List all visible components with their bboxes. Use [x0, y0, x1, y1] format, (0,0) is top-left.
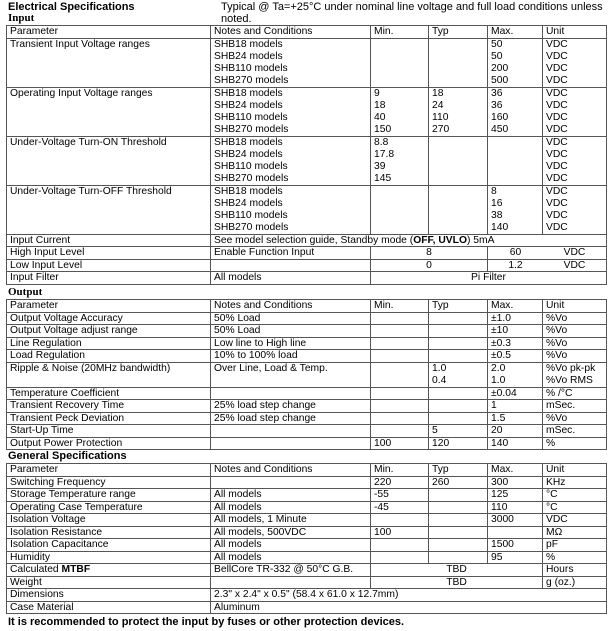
param-cell: Output Power Protection: [7, 437, 211, 450]
notes-cell: SHB18 models SHB24 models SHB110 models SHB270 models: [211, 136, 371, 185]
typ-cell: [429, 185, 488, 234]
notes-cell: [211, 259, 371, 272]
notes-cell: SHB18 models SHB24 models SHB110 models SHB270 models: [211, 185, 371, 234]
column-header: Notes and Conditions: [211, 464, 371, 477]
input-spec-table: [6, 25, 607, 285]
max-cell: 110: [488, 501, 543, 514]
notes-cell: See model selection guide, Standby mode (OFF, UVLO) 5mA: [211, 234, 607, 247]
max-cell: 95: [488, 551, 543, 564]
min-cell: [371, 400, 429, 413]
table-row: [7, 564, 607, 577]
param-cell: Ripple & Noise (20MHz bandwidth): [7, 362, 211, 387]
typ-cell: [429, 350, 488, 363]
min-cell: [371, 425, 429, 438]
typ-cell: [429, 38, 488, 87]
min-cell: [371, 412, 429, 425]
spec-conditions-note: Typical @ Ta=+25°C under nominal line voltage and full load conditions unless noted.: [221, 1, 603, 25]
column-header: Max.: [488, 26, 543, 39]
notes-cell: All models: [211, 539, 371, 552]
general-spec-table: [6, 463, 607, 614]
spec-title: Electrical Specifications: [8, 1, 135, 13]
column-header: Parameter: [7, 300, 211, 313]
column-header: Min.: [371, 26, 429, 39]
unit-cell: %Vo: [543, 337, 607, 350]
table-row: [7, 601, 607, 614]
notes-cell: 50% Load: [211, 312, 371, 325]
typ-cell: [429, 526, 488, 539]
notes-cell: All models, 1 Minute: [211, 514, 371, 527]
param-cell: Load Regulation: [7, 350, 211, 363]
max-cell: 1500: [488, 539, 543, 552]
unit-cell: VDC VDC VDC VDC: [543, 185, 607, 234]
min-cell: -45: [371, 501, 429, 514]
output-spec-table: [6, 299, 607, 450]
min-cell: [371, 514, 429, 527]
min-cell: [371, 337, 429, 350]
typ-cell: [429, 412, 488, 425]
table-row: [7, 312, 607, 325]
max-cell: 36 36 160 450: [488, 87, 543, 136]
column-header: Parameter: [7, 464, 211, 477]
param-cell: Humidity: [7, 551, 211, 564]
param-cell: Under-Voltage Turn-ON Threshold: [7, 136, 211, 185]
param-cell: Storage Temperature range: [7, 489, 211, 502]
typ-cell: [429, 337, 488, 350]
unit-cell: VDC VDC VDC VDC: [543, 87, 607, 136]
table-row: [7, 526, 607, 539]
param-cell: Calculated MTBF: [7, 564, 211, 577]
param-cell: Line Regulation: [7, 337, 211, 350]
min-cell: 0: [371, 259, 488, 272]
table-row: [7, 272, 607, 285]
param-cell: Operating Input Voltage ranges: [7, 87, 211, 136]
value-cell: Pi Filter: [371, 272, 607, 285]
param-cell: Weight: [7, 576, 211, 589]
notes-cell: All models: [211, 551, 371, 564]
unit-cell: %Vo: [543, 350, 607, 363]
table-row: [7, 337, 607, 350]
notes-cell: 50% Load: [211, 325, 371, 338]
column-header: Unit: [543, 26, 607, 39]
unit-cell: %Vo: [543, 325, 607, 338]
typ-cell: [429, 489, 488, 502]
table-row: [7, 350, 607, 363]
unit-cell: g (oz.): [543, 576, 607, 589]
unit-cell: Hours: [543, 564, 607, 577]
param-cell: Transient Peck Deviation: [7, 412, 211, 425]
min-cell: [371, 350, 429, 363]
notes-cell: Over Line, Load & Temp.: [211, 362, 371, 387]
typ-cell: [429, 325, 488, 338]
param-cell: Isolation Capacitance: [7, 539, 211, 552]
unit-cell: %: [543, 551, 607, 564]
table-row: [7, 551, 607, 564]
typ-cell: [429, 539, 488, 552]
column-header: Min.: [371, 464, 429, 477]
notes-cell: All models: [211, 489, 371, 502]
table-row: [7, 437, 607, 450]
notes-cell: BellCore TR-332 @ 50°C G.B.: [211, 564, 371, 577]
unit-cell: VDC VDC VDC VDC: [543, 136, 607, 185]
notes-cell: 25% load step change: [211, 412, 371, 425]
param-cell: Case Material: [7, 601, 211, 614]
unit-cell: VDC: [543, 514, 607, 527]
min-cell: 100: [371, 526, 429, 539]
table-row: [7, 539, 607, 552]
max-cell: ±0.04: [488, 387, 543, 400]
column-header: Max.: [488, 300, 543, 313]
unit-cell: KHz: [543, 476, 607, 489]
input-section-title: Input: [8, 12, 35, 24]
notes-cell: 25% load step change: [211, 400, 371, 413]
typ-cell: [429, 387, 488, 400]
unit-cell: °C: [543, 489, 607, 502]
output-section-title: Output: [8, 286, 43, 298]
output-rows-a: [7, 312, 607, 362]
notes-cell: All models: [211, 272, 371, 285]
min-cell: [371, 387, 429, 400]
table-row: [7, 185, 607, 234]
param-cell: Temperature Coefficient: [7, 387, 211, 400]
table-row: [7, 476, 607, 489]
unit-cell: %Vo pk-pk %Vo RMS: [543, 362, 607, 387]
param-cell: Switching Frequency: [7, 476, 211, 489]
output-rows-b: [7, 387, 607, 450]
param-cell: Low Input Level: [7, 259, 211, 272]
min-cell: [371, 312, 429, 325]
param-cell: Start-Up Time: [7, 425, 211, 438]
max-cell: 125: [488, 489, 543, 502]
column-header: Typ: [429, 300, 488, 313]
param-cell: Dimensions: [7, 589, 211, 602]
table-row: [7, 576, 607, 589]
param-cell: Isolation Voltage: [7, 514, 211, 527]
param-cell: Input Current: [7, 234, 211, 247]
column-header: Unit: [543, 300, 607, 313]
column-header: Min.: [371, 300, 429, 313]
column-header: Unit: [543, 464, 607, 477]
notes-cell: [211, 476, 371, 489]
table-row: [7, 489, 607, 502]
value-cell: TBD: [371, 564, 543, 577]
min-cell: 8: [371, 247, 488, 260]
table-row: [7, 425, 607, 438]
min-cell: 9 18 40 150: [371, 87, 429, 136]
unit-cell: MΩ: [543, 526, 607, 539]
typ-cell: 5: [429, 425, 488, 438]
param-cell: Transient Recovery Time: [7, 400, 211, 413]
notes-cell: [211, 387, 371, 400]
param-cell: High Input Level: [7, 247, 211, 260]
unit-cell: pF: [543, 539, 607, 552]
min-cell: [371, 551, 429, 564]
max-cell: 50 50 200 500: [488, 38, 543, 87]
max-cell: ±0.5: [488, 350, 543, 363]
max-cell: 2.0 1.0: [488, 362, 543, 387]
table-row: [7, 412, 607, 425]
column-header: Typ: [429, 464, 488, 477]
param-cell: Transient Input Voltage ranges: [7, 38, 211, 87]
table-header-row: [7, 464, 607, 477]
max-cell: 300: [488, 476, 543, 489]
max-cell: [488, 526, 543, 539]
min-cell: [371, 325, 429, 338]
unit-cell: %Vo: [543, 312, 607, 325]
min-cell: 8.8 17.8 39 145: [371, 136, 429, 185]
notes-cell: All models, 500VDC: [211, 526, 371, 539]
table-row: [7, 325, 607, 338]
min-cell: -55: [371, 489, 429, 502]
min-cell: [371, 362, 429, 387]
param-cell: Output Voltage Accuracy: [7, 312, 211, 325]
max-cell: 3000: [488, 514, 543, 527]
typ-cell: [429, 501, 488, 514]
notes-cell: SHB18 models SHB24 models SHB110 models SHB270 models: [211, 38, 371, 87]
notes-cell: Low line to High line: [211, 337, 371, 350]
max-cell: 1: [488, 400, 543, 413]
max-cell: 20: [488, 425, 543, 438]
column-header: Notes and Conditions: [211, 26, 371, 39]
typ-cell: 260: [429, 476, 488, 489]
unit-cell: VDC VDC VDC VDC: [543, 38, 607, 87]
max-unit-cell: 1.2 VDC: [488, 259, 607, 272]
column-header: Typ: [429, 26, 488, 39]
column-header: Parameter: [7, 26, 211, 39]
typ-cell: 18 24 110 270: [429, 87, 488, 136]
notes-cell: [211, 437, 371, 450]
notes-cell: [211, 576, 371, 589]
table-row: [7, 247, 607, 260]
typ-cell: [429, 514, 488, 527]
typ-cell: [429, 312, 488, 325]
table-row: [7, 400, 607, 413]
notes-cell: [211, 425, 371, 438]
unit-cell: % /°C: [543, 387, 607, 400]
unit-cell: %: [543, 437, 607, 450]
value-cell: TBD: [371, 576, 543, 589]
typ-cell: [429, 551, 488, 564]
max-cell: 1.5: [488, 412, 543, 425]
notes-cell: Enable Function Input: [211, 247, 371, 260]
table-row: [7, 387, 607, 400]
column-header: Max.: [488, 464, 543, 477]
notes-cell: 10% to 100% load: [211, 350, 371, 363]
min-cell: 100: [371, 437, 429, 450]
table-header-row: [7, 26, 607, 39]
table-row: [7, 589, 607, 602]
min-cell: [371, 38, 429, 87]
table-header-row: [7, 300, 607, 313]
param-cell: Output Voltage adjust range: [7, 325, 211, 338]
max-cell: 140: [488, 437, 543, 450]
typ-cell: 120: [429, 437, 488, 450]
unit-cell: mSec.: [543, 425, 607, 438]
table-row: [7, 259, 607, 272]
min-cell: 220: [371, 476, 429, 489]
unit-cell: °C: [543, 501, 607, 514]
table-row: [7, 87, 607, 136]
param-cell: Input Filter: [7, 272, 211, 285]
notes-cell: SHB18 models SHB24 models SHB110 models SHB270 models: [211, 87, 371, 136]
param-cell: Under-Voltage Turn-OFF Threshold: [7, 185, 211, 234]
typ-cell: [429, 136, 488, 185]
general-section-title: General Specifications: [8, 450, 127, 462]
value-cell: Aluminum: [211, 601, 607, 614]
max-cell: ±1.0: [488, 312, 543, 325]
typ-cell: 1.0 0.4: [429, 362, 488, 387]
max-cell: ±0.3: [488, 337, 543, 350]
table-row: [7, 514, 607, 527]
table-row: [7, 362, 607, 387]
unit-cell: mSec.: [543, 400, 607, 413]
max-cell: 8 16 38 140: [488, 185, 543, 234]
column-header: Notes and Conditions: [211, 300, 371, 313]
max-cell: ±10: [488, 325, 543, 338]
general-rows: [7, 476, 607, 564]
table-row: [7, 136, 607, 185]
min-cell: [371, 185, 429, 234]
param-cell: Operating Case Temperature: [7, 501, 211, 514]
table-row: [7, 234, 607, 247]
max-cell: [488, 136, 543, 185]
notes-cell: All models: [211, 501, 371, 514]
table-row: [7, 38, 607, 87]
unit-cell: %Vo: [543, 412, 607, 425]
max-unit-cell: 60 VDC: [488, 247, 607, 260]
fuse-recommendation-note: It is recommended to protect the input by fuses or other protection devices.: [8, 616, 405, 628]
value-cell: 2.3" x 2.4" x 0.5" (58.4 x 61.0 x 12.7mm): [211, 589, 607, 602]
min-cell: [371, 539, 429, 552]
typ-cell: [429, 400, 488, 413]
param-cell: Isolation Resistance: [7, 526, 211, 539]
table-row: [7, 501, 607, 514]
